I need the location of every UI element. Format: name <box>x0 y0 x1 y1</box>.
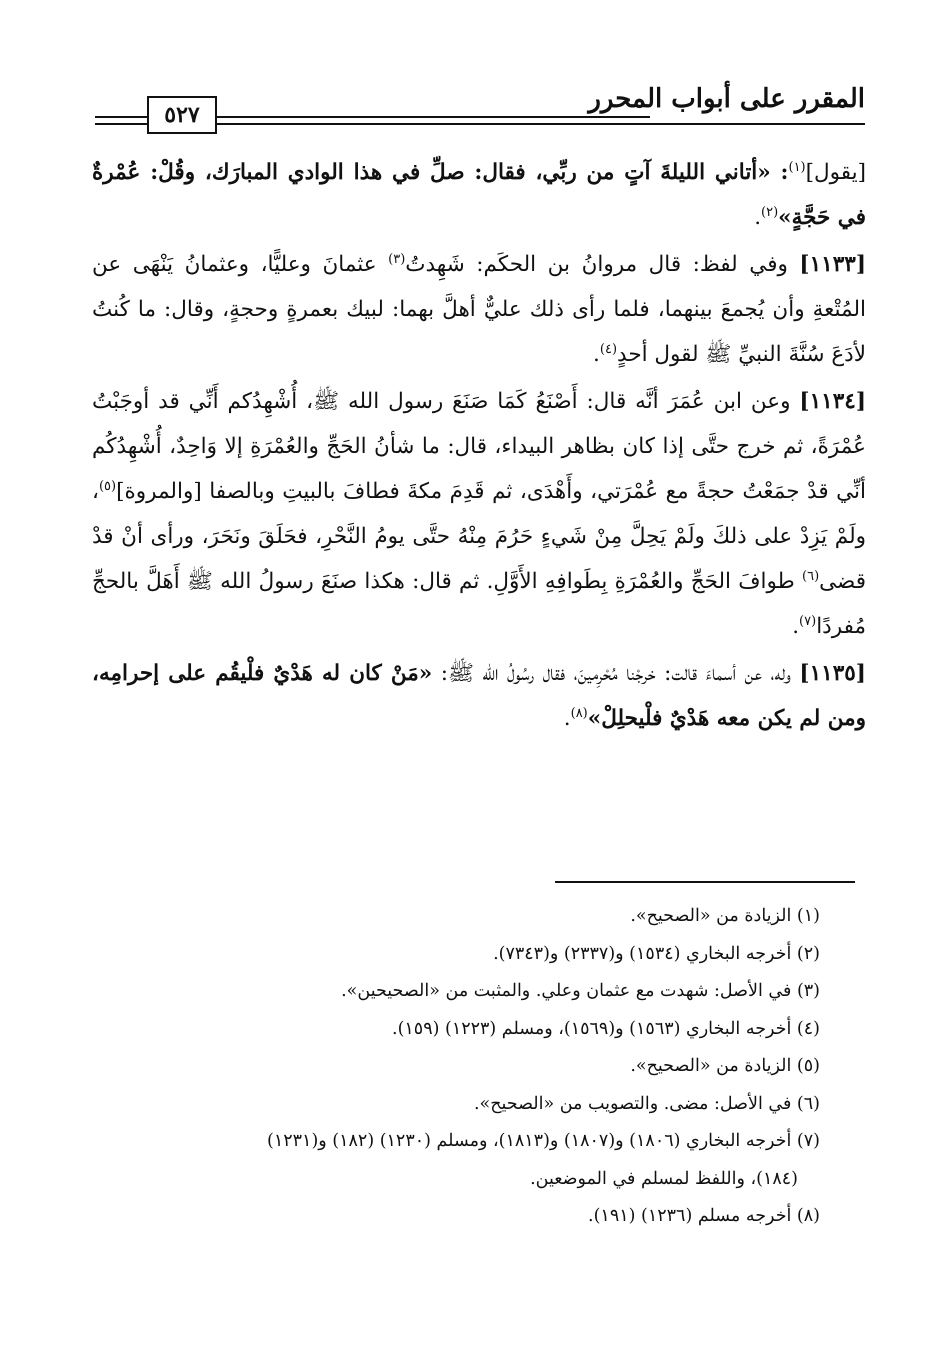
main-text <box>92 150 866 741</box>
paragraph-text: عثمانَ وعليًّا، وعثمانُ يَنْهَى عن المُتْعةِ وأن يُجمعَ بينهما، فلما رأى ذلك عليٌّ أهلَّ بهما: لبيك بعمرةٍ وحجةٍ، وقال: ما كُنتُ لأدَعَ سُنَّةَ النبيِّ ﷺ لقول أحدٍ <box>92 252 866 367</box>
footnote-6: (٦) في الأصل: مضى. والتصويب من «الصحيح». <box>473 1093 820 1114</box>
footnote-7: (٧) أخرجه البخاري (١٨٠٦) و(١٨٠٧) و(١٨١٣)، ومسلم (١٢٣٠) (١٨٢) و(١٢٣١) <box>267 1131 820 1151</box>
paragraph-text: . <box>563 706 571 731</box>
paragraph-text: وله، عن أسماءَ قالت: خرجْنا مُحْرِمينَ، فقال رسُولُ الله ﷺ: <box>440 661 791 686</box>
hadith-number: [١١٣٤] <box>799 389 866 414</box>
paragraph-text: وعن ابن عُمَرَ أنَّه قال: أَصْنَعُ كَمَا صَنَعَ رسول الله ﷺ، أُشْهِدُكم أَنِّي قد أوجَبْتُ عُمْرَةً، ثم خرج حتَّى إذا كان بظاهر البيداء، قال: ما شأنُ الحَجِّ والعُمْرَةِ إلا وَاحِدٌ، أُشْهِدُكُم أنِّي قدْ جمَعْتُ حجةً مع عُمْرَتي، وأَهْدَى، ثم قَدِمَ مكةَ فطافَ بالبيتِ وبالصفا [والمروة] <box>92 389 866 504</box>
footnotes <box>80 898 820 1236</box>
footnote-2: (٢) أخرجه البخاري (١٥٣٤) و(٢٣٣٧) و(٧٣٤٣). <box>493 943 820 964</box>
paragraph-1134 <box>92 379 866 649</box>
paragraph-text: [يقول] <box>805 160 866 185</box>
paragraph-text: ، ولَمْ يَزِدْ على ذلكَ ولَمْ يَحِلَّ مِنْ شَيءٍ حَرُمَ مِنْهُ حتَّى يومُ النَّحْرِ، فحَلَقَ ونَحَرَ، ورأى أنْ قدْ قضى <box>92 479 866 594</box>
footnote-ref: (٦) <box>802 568 820 584</box>
footnote-4: (٤) أخرجه البخاري (١٥٦٣) و(١٥٦٩)، ومسلم (١٢٢٣) (١٥٩). <box>392 1018 820 1039</box>
footnote-ref: (٢) <box>761 204 779 220</box>
running-header <box>95 78 865 132</box>
paragraph-1 <box>92 150 866 240</box>
page-number: ٥٢٧ <box>147 96 217 134</box>
footnote-8: (٨) أخرجه مسلم (١٢٣٦) (١٩١). <box>588 1206 820 1226</box>
footnote-separator <box>555 881 855 883</box>
running-title: المقرر على أبواب المحرر <box>588 84 865 114</box>
hadith-number: [١١٣٣] <box>799 252 866 277</box>
paragraph-1133 <box>92 242 866 377</box>
footnote-ref: (٧) <box>799 613 817 629</box>
footnote-1: (١) الزيادة من «الصحيح». <box>630 906 820 926</box>
footnote-ref: (٨) <box>570 705 588 721</box>
header-rule-right <box>650 123 865 125</box>
paragraph-text: وفي لفظ: قال مروانُ بن الحكَم: شَهِدتُ <box>405 252 788 277</box>
footnote-ref: (٤) <box>599 341 618 357</box>
footnote-7-continued: (١٨٤)، واللفظ لمسلم في الموضعين. <box>530 1168 798 1189</box>
paragraph-text: . <box>593 342 600 367</box>
hadith-number: [١١٣٥] <box>799 661 866 686</box>
paragraph-text: . <box>754 205 762 230</box>
paragraph-text: . <box>792 614 800 639</box>
footnote-ref: (١) <box>788 159 806 175</box>
footnote-3: (٣) في الأصل: شهدت مع عثمان وعلي. والمثبت من «الصحيحين». <box>341 981 820 1001</box>
footnote-ref: (٣) <box>388 251 406 267</box>
footnote-5: (٥) الزيادة من «الصحيح». <box>630 1056 820 1076</box>
paragraph-text: طوافَ الحَجِّ والعُمْرَةِ بِطَوافِهِ الأَوَّلِ. ثم قال: هكذا صنَعَ رسولُ الله ﷺ أَهَلَّ بالحجِّ مُفردًا <box>92 569 866 639</box>
hadith-text: : «أتاني الليلةَ آتٍ من ربِّي، فقال: صلِّ في هذا الوادي المبارَك، وقُلْ: عُمْرةٌ في حَجَّةٍ» <box>92 160 866 230</box>
paragraph-1135 <box>92 651 866 741</box>
hadith-text: «مَنْ كان له هَدْيٌ فلْيقُم على إحرامِه، ومن لم يكن معه هَدْيٌ فلْيحلِلْ» <box>92 661 866 731</box>
footnote-ref: (٥) <box>98 478 117 494</box>
